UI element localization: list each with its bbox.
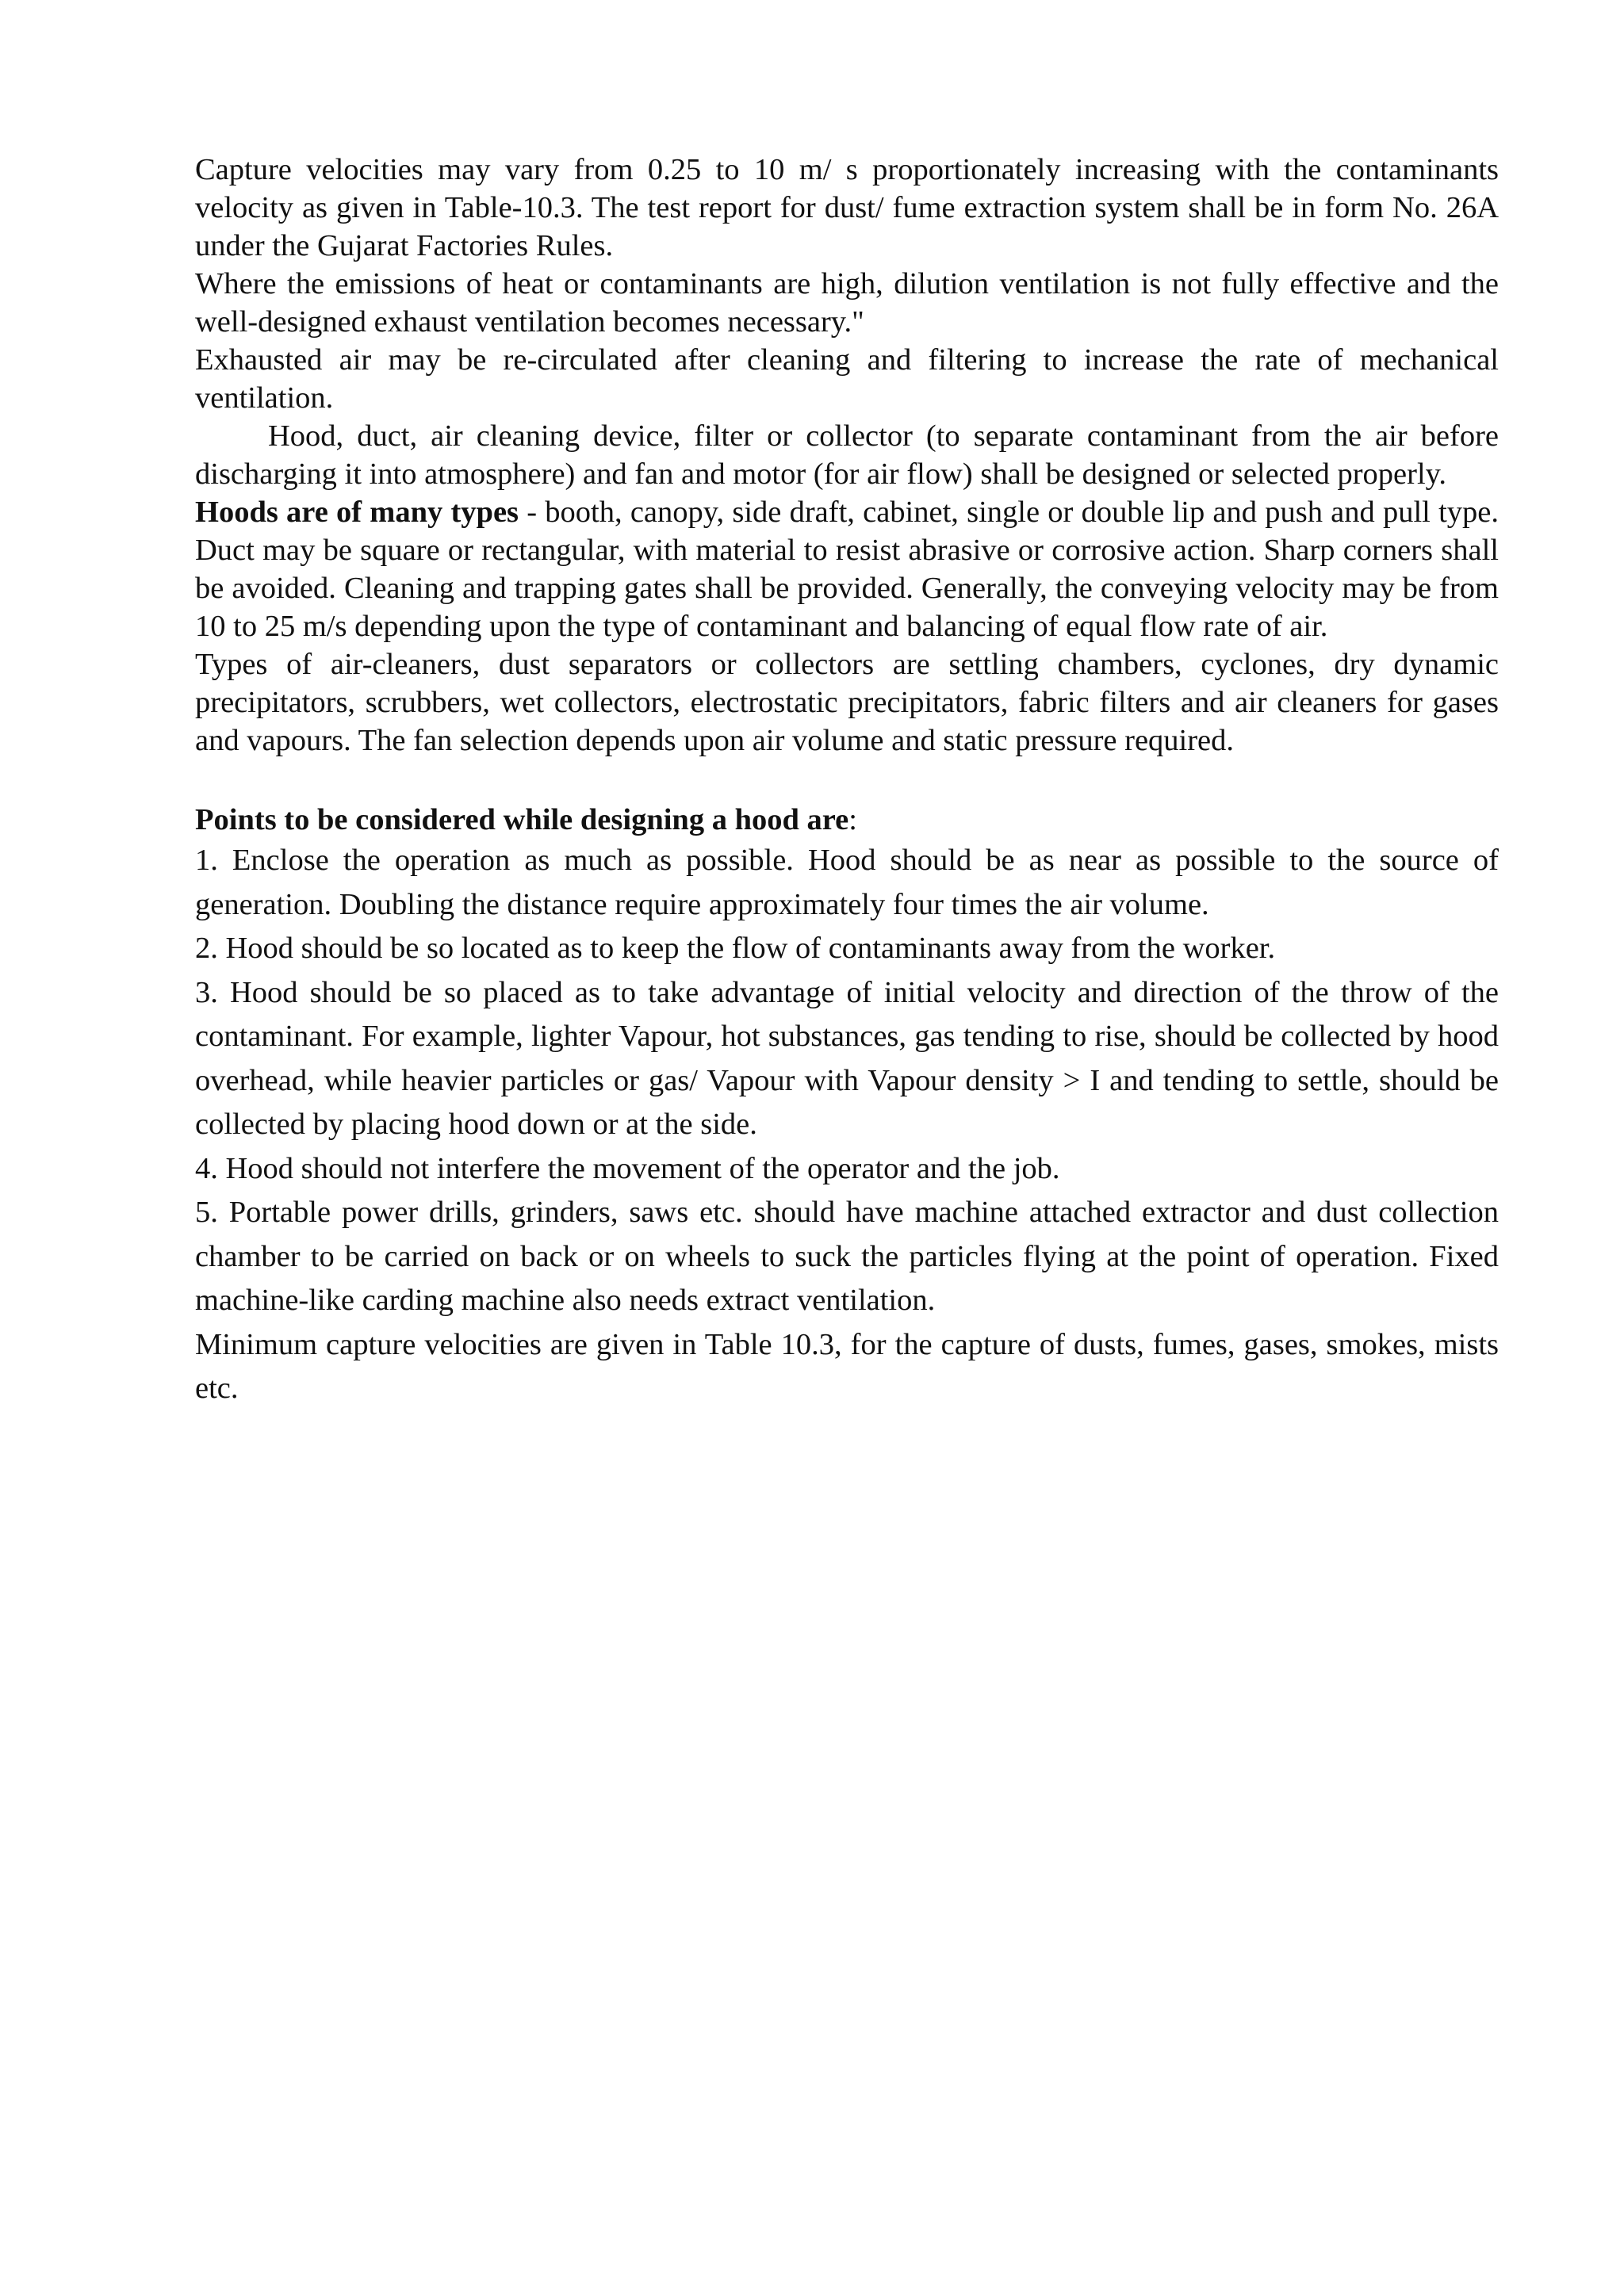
section-heading-text: Points to be considered while designing a hood are <box>195 803 849 836</box>
list-item: 3. Hood should be so placed as to take advantage of initial velocity and direction of the throw of the contaminant. For example, lighter Vapour, hot substances, gas tending to rise, should be collected by hood overhead, while heavier particles or gas/ Vapour with Vapour density > I and tending to settle, should be collected by placing hood down or at the side. <box>195 975 1499 1141</box>
points-list <box>195 839 1499 1323</box>
paragraph-dilution-ventilation: Where the emissions of heat or contaminants are high, dilution ventilation is not fully effective and the well-designed exhaust ventilation becomes necessary." <box>195 267 1499 339</box>
paragraph-hood-types <box>195 493 1499 645</box>
section-heading-colon: : <box>848 803 857 836</box>
hood-types-text: - booth, canopy, side draft, cabinet, single or double lip and push and pull type. Duct may be square or rectangular, with material to resist abrasive or corrosive action. Sharp corners shall be avoided. Cleaning and trapping gates shall be provided. Generally, the conveying velocity may be from 10 to 25 m/s depending upon the type of contaminant and balancing of equal flow rate of air. <box>195 496 1499 643</box>
paragraph-air-cleaners: Types of air-cleaners, dust separators or collectors are settling chambers, cyclones, dry dynamic precipitators, scrubbers, wet collectors, electrostatic precipitators, fabric filters and air cleaners for gases and vapours. The fan selection depends upon air volume and static pressure required. <box>195 648 1499 757</box>
document-page <box>195 151 1499 1411</box>
hood-types-label: Hoods are of many types <box>195 496 519 529</box>
paragraph-hood-duct: Hood, duct, air cleaning device, filter or collector (to separate contaminant from the air before discharging it into atmosphere) and fan and motor (for air flow) shall be designed or selected properly. <box>195 419 1499 491</box>
paragraph-minimum-capture: Minimum capture velocities are given in Table 10.3, for the capture of dusts, fumes, gases, smokes, mists etc. <box>195 1327 1499 1405</box>
list-item: 2. Hood should be so located as to keep the flow of contaminants away from the worker. <box>195 932 1276 965</box>
list-item: 1. Enclose the operation as much as possible. Hood should be as near as possible to the source of generation. Doubling the distance require approximately four times the air volume. <box>195 844 1499 921</box>
paragraph-exhausted-air: Exhausted air may be re-circulated after cleaning and filtering to increase the rate of mechanical ventilation. <box>195 343 1499 415</box>
paragraph-capture-velocities: Capture velocities may vary from 0.25 to 10 m/ s proportionately increasing with the contaminants velocity as given in Table-10.3. The test report for dust/ fume extraction system shall be in form No. 26A under the Gujarat Factories Rules. <box>195 153 1499 262</box>
section-heading <box>195 801 1499 839</box>
list-item: 5. Portable power drills, grinders, saws etc. should have machine attached extractor and dust collection chamber to be carried on back or on wheels to suck the particles flying at the point of operation. Fixed machine-like carding machine also needs extract ventilation. <box>195 1196 1499 1317</box>
list-item: 4. Hood should not interfere the movement of the operator and the job. <box>195 1151 1060 1185</box>
